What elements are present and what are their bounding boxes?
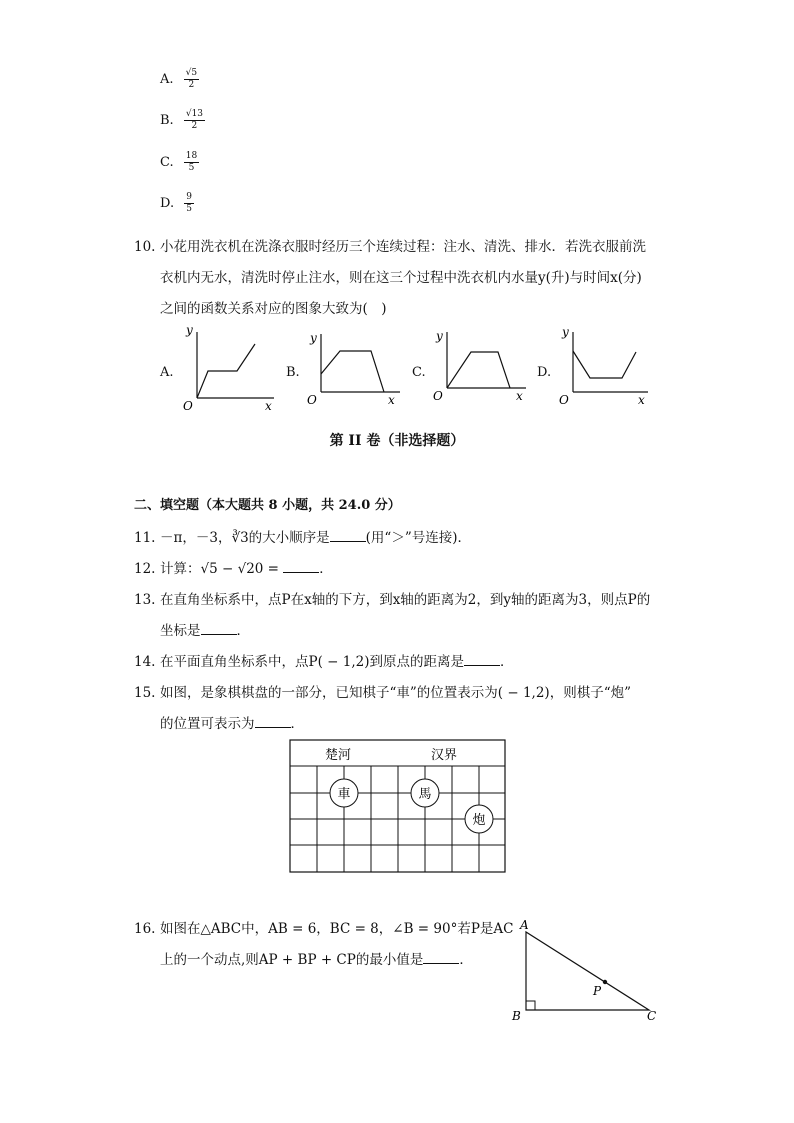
- section2-heading: 二、填空题（本大题共 8 小题，共 24.0 分）: [134, 498, 401, 513]
- option-label: D.: [160, 196, 175, 211]
- origin-label: O: [433, 389, 443, 403]
- question-text-tail: ．: [319, 561, 333, 577]
- q10-line1: [134, 235, 646, 255]
- y-label: y: [310, 331, 317, 345]
- piece-cannon-label: 炮: [472, 813, 486, 828]
- q16-line2: [160, 948, 473, 968]
- question-text: 小花用洗衣机在洗涤衣服时经历三个连续过程：注水、清洗、排水．若洗衣服前洗: [160, 239, 646, 255]
- x-label: x: [388, 393, 395, 407]
- question-number: 15.: [134, 685, 156, 701]
- y-label: y: [436, 329, 443, 343]
- question-text-tail: (用“＞”号连接)．: [365, 530, 471, 546]
- q15-line1: [134, 681, 631, 701]
- question-text: 如图在△ABC中，AB = 6，BC = 8，∠B = 90°若P是AC: [160, 921, 514, 937]
- answer-blank[interactable]: [283, 560, 319, 573]
- q15-line2: [160, 712, 304, 732]
- origin-label: O: [559, 393, 569, 407]
- q9-option-b: [160, 109, 205, 132]
- answer-blank[interactable]: [201, 622, 237, 635]
- q9-option-d: [160, 192, 194, 215]
- river-label-right: 汉界: [431, 748, 458, 763]
- question-text: 在平面直角坐标系中，点P( − 1,2)到原点的距离是: [160, 654, 464, 670]
- q11: [134, 526, 471, 546]
- chess-board: [289, 739, 507, 875]
- graph-line: [197, 344, 255, 398]
- option-fraction: $\frac{√13}{2}$: [185, 109, 204, 131]
- q12: [134, 557, 333, 577]
- question-text: 坐标是: [160, 623, 201, 639]
- question-number: 12.: [134, 561, 156, 577]
- question-text-tail: ．: [459, 952, 473, 968]
- question-text: －π，－3，∛3的大小顺序是: [160, 530, 330, 546]
- option-fraction: $\frac{18}{5}$: [185, 151, 198, 173]
- answer-blank[interactable]: [464, 653, 500, 666]
- y-label: y: [562, 325, 569, 339]
- option-fraction: $\frac{9}{5}$: [186, 192, 192, 214]
- graph-line: [447, 352, 510, 388]
- question-number: 11.: [134, 530, 156, 546]
- q13-line1: [134, 588, 650, 608]
- right-angle-mark: [526, 1001, 535, 1010]
- question-number: 10.: [134, 239, 156, 255]
- question-text-tail: ．: [236, 623, 250, 639]
- q10-graph-b-label: B.: [286, 365, 300, 380]
- answer-blank[interactable]: [423, 951, 459, 964]
- piece-horse-label: 馬: [418, 787, 432, 802]
- q10-line3: 之间的函数关系对应的图象大致为( ): [160, 301, 387, 317]
- origin-label: O: [183, 399, 193, 413]
- question-number: 13.: [134, 592, 156, 608]
- label-p: P: [593, 984, 602, 998]
- q10-graph-b: [304, 322, 404, 414]
- question-text: 的位置可表示为: [160, 716, 255, 732]
- question-text-tail: ．: [499, 654, 514, 670]
- question-text-tail: ．: [290, 716, 304, 732]
- question-text: 上的一个动点,则AP + BP + CP的最小值是: [160, 952, 424, 968]
- part2-title: 第 II 卷（非选择题）: [329, 433, 465, 449]
- label-a: A: [520, 918, 529, 932]
- q9-option-c: [160, 151, 199, 174]
- y-label: y: [186, 323, 193, 337]
- x-label: x: [516, 389, 523, 403]
- label-c: C: [647, 1009, 657, 1023]
- q10-graph-d-label: D.: [537, 365, 552, 380]
- question-number: 16.: [134, 921, 156, 937]
- question-text: 计算：√5 − √20 =: [160, 561, 279, 577]
- q9-option-a: [160, 68, 199, 91]
- origin-label: O: [307, 393, 317, 407]
- river-label-left: 楚河: [325, 748, 352, 763]
- q10-graph-c-label: C.: [412, 365, 426, 380]
- x-label: x: [638, 393, 645, 407]
- graph-line: [321, 351, 384, 392]
- x-label: x: [265, 399, 272, 413]
- answer-blank[interactable]: [330, 529, 366, 542]
- question-text: 在直角坐标系中，点P在x轴的下方，到x轴的距离为2，到y轴的距离为3，则点P的: [160, 592, 651, 608]
- option-label: A.: [160, 72, 174, 87]
- question-text: 如图，是象棋棋盘的一部分，已知棋子“車”的位置表示为( − 1,2)，则棋子“炮”: [160, 685, 632, 701]
- option-label: B.: [160, 113, 174, 128]
- triangle-abc: [526, 932, 649, 1010]
- point-p: [603, 980, 607, 984]
- q10-graph-a-label: A.: [160, 365, 174, 380]
- option-label: C.: [160, 155, 174, 170]
- q10-graph-d: [556, 322, 656, 414]
- q10-graph-a: [180, 322, 280, 414]
- graph-line: [573, 351, 636, 378]
- question-number: 14.: [134, 654, 156, 670]
- triangle-figure: [505, 914, 665, 1026]
- q16-line1: [134, 917, 514, 937]
- q13-line2: [160, 619, 250, 639]
- answer-blank[interactable]: [255, 715, 291, 728]
- q10-graph-c: [430, 322, 530, 414]
- piece-chariot-label: 車: [337, 787, 351, 802]
- q10-line2: 衣机内无水，清洗时停止注水，则在这三个过程中洗衣机内水量y(升)与时间x(分): [160, 270, 642, 286]
- q14: [134, 650, 513, 670]
- label-b: B: [512, 1009, 521, 1023]
- option-fraction: $\frac{√5}{2}$: [185, 68, 198, 90]
